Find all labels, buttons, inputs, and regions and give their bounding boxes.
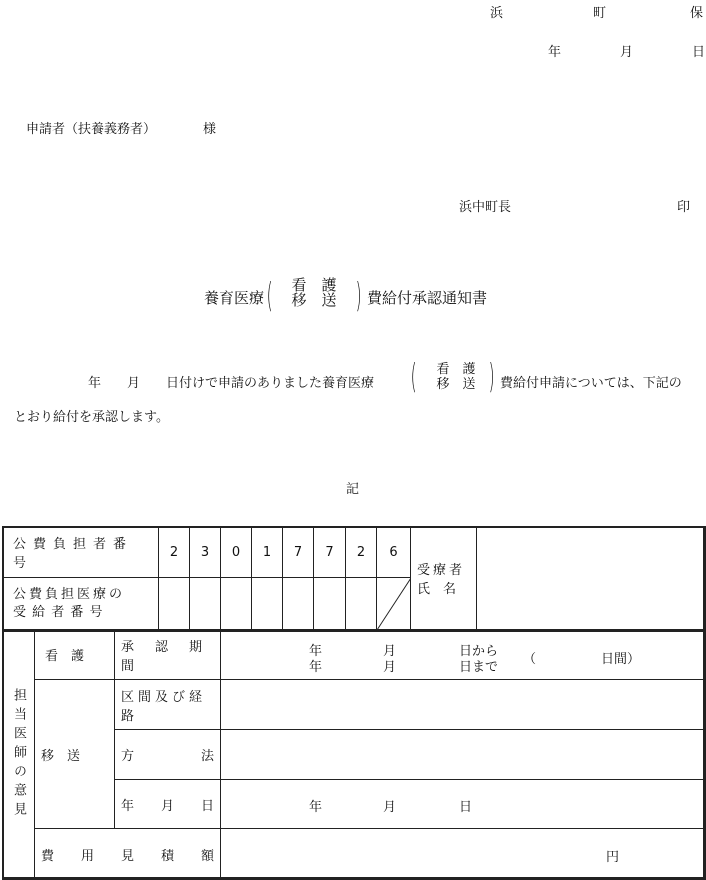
- yen-unit: 円: [605, 850, 619, 865]
- period-to-year: 年: [309, 660, 323, 675]
- body-text-3: とおり給付を承認します。: [14, 410, 169, 425]
- cost-label-4: 積: [160, 848, 174, 864]
- addressee-label: 申請者（扶養義務者）: [26, 122, 157, 137]
- body-text-1: 年 月 日付けで申請のありました養育医療: [88, 376, 375, 391]
- date-month: 月: [620, 45, 634, 60]
- patient-label-line1: 受療者: [417, 563, 466, 578]
- period-to-month: 月: [383, 660, 397, 675]
- period-from-day: 日から: [459, 644, 499, 659]
- body-option-nursing: 看 護: [436, 362, 476, 377]
- payer-digit-8[interactable]: 6: [377, 527, 411, 578]
- body-option-transport: 移 送: [436, 377, 476, 392]
- title-options: [284, 278, 344, 308]
- period-to-day: 日まで: [459, 660, 499, 675]
- cost-label-2: 用: [80, 848, 94, 864]
- payer-digit-4[interactable]: 1: [252, 527, 283, 578]
- date-label-year: 年: [121, 798, 135, 814]
- transport-date-month: 月: [383, 800, 397, 815]
- title-prefix: 養育医療: [204, 289, 265, 307]
- recipient-label-line1: 公費負担医療の: [13, 586, 126, 602]
- nursing-label: 看 護: [45, 649, 85, 664]
- body-options: [428, 362, 484, 392]
- department-char-2: 町: [593, 6, 607, 21]
- date-label-day: 日: [200, 798, 214, 814]
- payer-digit-6[interactable]: 7: [314, 527, 346, 578]
- cost-label-1: 費: [41, 848, 55, 864]
- table-outer-border: [2, 526, 705, 879]
- transport-date-day: 日: [459, 800, 473, 815]
- method-label-2: 法: [200, 749, 214, 764]
- payer-digit-3[interactable]: 0: [221, 527, 252, 578]
- cost-label-3: 見: [120, 848, 134, 864]
- ki-mark: 記: [346, 482, 360, 497]
- body-left-paren: (: [410, 357, 417, 397]
- route-label: 区間及び経路: [121, 689, 207, 724]
- issuer-name: 浜中町長: [459, 200, 512, 215]
- period-from-year: 年: [309, 644, 323, 659]
- date-year: 年: [548, 45, 562, 60]
- title-option-transport: 移 送: [291, 291, 337, 309]
- payer-digit-5[interactable]: 7: [283, 527, 314, 578]
- date-label-month: 月: [160, 798, 174, 814]
- department-char-3: 保: [690, 6, 704, 21]
- body-right-paren: ): [488, 357, 495, 397]
- payer-number-label: 公費負担者番号: [13, 537, 134, 571]
- department-char-1: 浜: [490, 6, 504, 21]
- recipient-label-line2: 受 給 者 番 号: [13, 604, 104, 620]
- payer-digit-2[interactable]: 3: [190, 527, 221, 578]
- title-left-paren: (: [266, 276, 273, 316]
- title-suffix: 費給付承認通知書: [367, 289, 488, 307]
- doctor-opinion-label: 担当医師の意見: [11, 688, 26, 821]
- patient-label-line2: 氏 名: [417, 582, 457, 597]
- approval-period-label: 承 認 期 間: [121, 639, 224, 674]
- addressee-honorific: 様: [203, 122, 217, 137]
- body-text-2: 費給付申請については、下記の: [500, 376, 682, 391]
- transport-label: 移 送: [41, 748, 81, 764]
- period-from-month: 月: [383, 644, 397, 659]
- title-right-paren: ): [355, 276, 362, 316]
- date-day: 日: [692, 45, 706, 60]
- seal-mark: 印: [677, 200, 691, 215]
- payer-digit-1[interactable]: 2: [159, 527, 190, 578]
- payer-digit-7[interactable]: 2: [346, 527, 377, 578]
- transport-date-year: 年: [309, 800, 323, 815]
- title-option-nursing: 看 護: [291, 276, 337, 294]
- method-label-1: 方: [121, 749, 135, 764]
- cost-label-5: 額: [200, 848, 214, 864]
- period-days: （ 日間）: [523, 652, 641, 667]
